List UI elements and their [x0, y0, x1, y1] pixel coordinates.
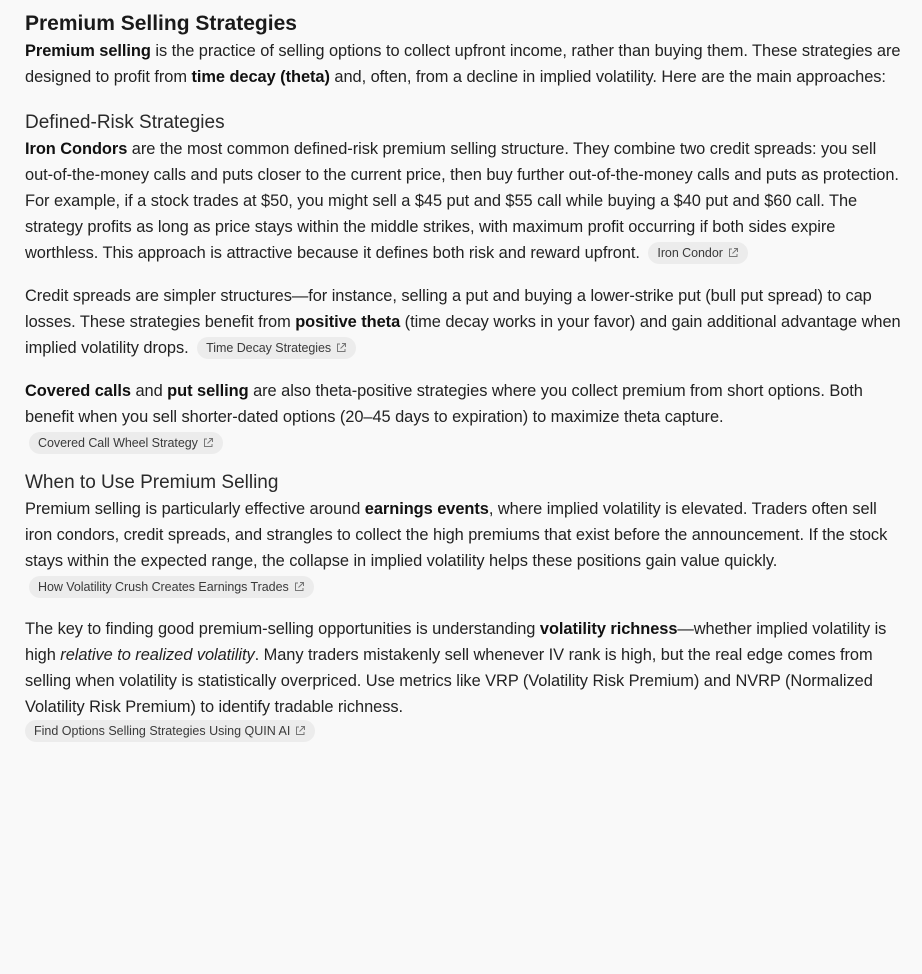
source-chip-iron-condor[interactable]: Iron Condor: [648, 242, 747, 264]
section-heading-when: When to Use Premium Selling: [25, 472, 279, 493]
external-link-icon: [293, 581, 305, 593]
earnings-paragraph: Premium selling is particularly effective around earnings events, where implied volatility is elevated. Traders often sell iron condors, credit spreads, and strangles to collect the high premiums that exist before the announcement. If the stock stays within the expected range, the collapse in implied volatility helps these positions gain value quickly. How Volatility Crush Creates Earnings Trades: [25, 496, 908, 600]
section-heading-defined-risk: Defined-Risk Strategies: [25, 112, 225, 133]
source-chip-volatility-crush[interactable]: How Volatility Crush Creates Earnings Trades: [29, 576, 314, 598]
source-chip-quin-ai[interactable]: Find Options Selling Strategies Using QUIN AI: [25, 720, 315, 742]
external-link-icon: [202, 437, 214, 449]
intro-paragraph: Premium selling is the practice of selling options to collect upfront income, rather than buying them. These strategies are designed to profit from time decay (theta) and, often, from a decline in implied volatility. Here are the main approaches:: [25, 42, 901, 86]
bold-term: Covered calls: [25, 382, 131, 400]
page-title: Premium Selling Strategies: [25, 12, 297, 35]
bold-term: volatility richness: [539, 620, 678, 638]
source-chip-time-decay[interactable]: Time Decay Strategies: [197, 337, 356, 359]
bold-term: earnings events: [364, 500, 489, 518]
bold-term: time decay (theta): [191, 68, 330, 86]
credit-spreads-paragraph: Credit spreads are simpler structures—for instance, selling a put and buying a lower-strike put (bull put spread) to cap losses. These strategies benefit from positive theta (time decay works in your favor) and gain additional advantage when implied volatility drops. Time Decay Strategies: [25, 287, 901, 357]
external-link-icon: [294, 725, 306, 737]
bold-term: positive theta: [295, 313, 401, 331]
chip-row: [25, 720, 908, 742]
covered-calls-paragraph: Covered calls and put selling are also theta-positive strategies where you collect premium from short options. Both benefit when you sell shorter-dated options (20–45 days to expiration) to maximize theta capture. Covered Call Wheel Strategy: [25, 378, 908, 456]
external-link-icon: [727, 247, 739, 259]
bold-term: put selling: [167, 382, 249, 400]
richness-paragraph: The key to finding good premium-selling opportunities is understanding volatility richness—whether implied volatility is high relative to realized volatility. Many traders mistakenly sell whenever IV rank is high, but the real edge comes from selling when volatility is statistically overpriced. Use metrics like VRP (Volatility Risk Premium) and NVRP (Normalized Volatility Risk Premium) to identify tradable richness.: [25, 620, 887, 716]
external-link-icon: [335, 342, 347, 354]
source-chip-covered-call[interactable]: Covered Call Wheel Strategy: [29, 432, 223, 454]
bold-term: Iron Condors: [25, 140, 128, 158]
bold-term: Premium selling: [25, 42, 151, 60]
iron-condor-paragraph: Iron Condors are the most common defined-risk premium selling structure. They combine two credit spreads: you sell out-of-the-money calls and puts closer to the current price, then buy further out-of-the-money calls and puts as protection. For example, if a stock trades at $50, you might sell a $45 put and $55 call while buying a $40 put and $60 call. The strategy profits as long as price stays within the middle strikes, with maximum profit occurring if both sides expire worthless. This approach is attractive because it defines both risk and reward upfront. Iron Condor: [25, 140, 899, 262]
